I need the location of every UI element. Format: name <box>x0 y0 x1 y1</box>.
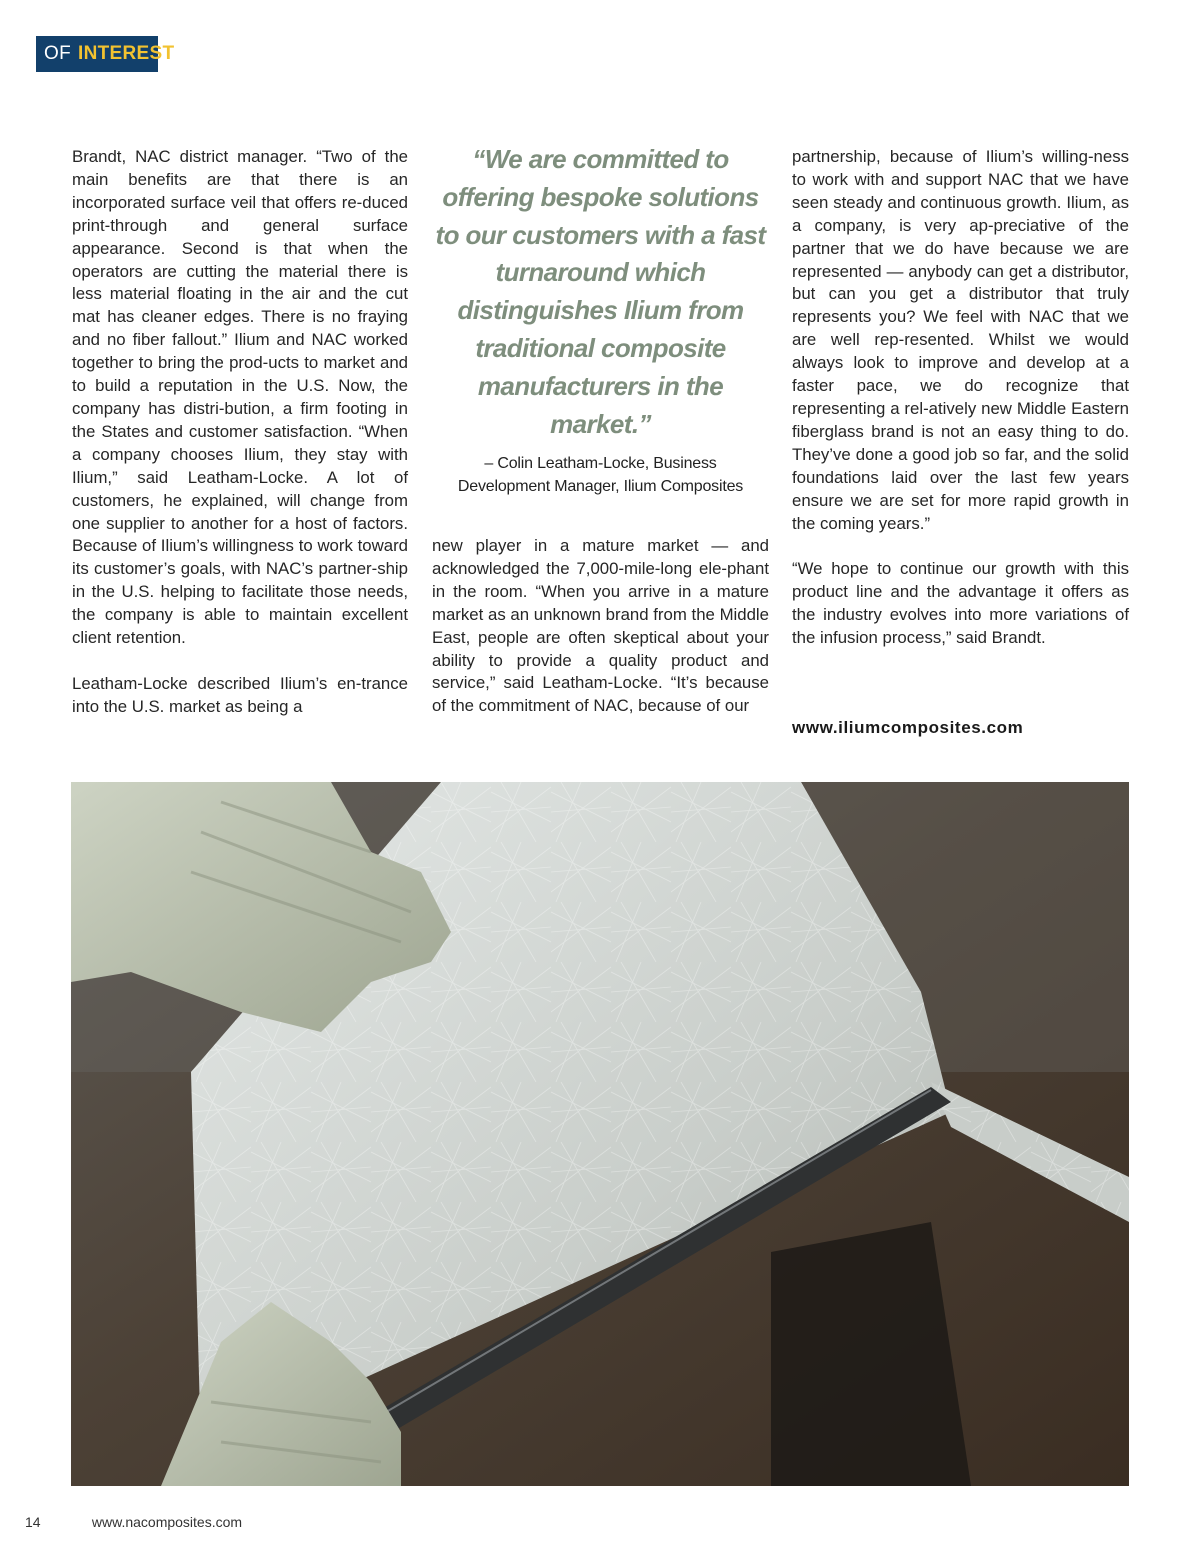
section-tag-prefix: OF <box>44 43 71 64</box>
website-link[interactable]: www.iliumcomposites.com <box>792 718 1024 737</box>
article-column-2 <box>432 535 769 718</box>
page-number: 14 <box>25 1514 41 1530</box>
section-tag <box>36 36 175 72</box>
article-column-1 <box>72 146 408 719</box>
footer-url: www.nacomposites.com <box>91 1514 243 1530</box>
pull-quote-attribution <box>432 452 769 498</box>
article-column-3 <box>792 146 1129 650</box>
pull-quote: “We are committed to offering bespoke solutions to our customers with a fast turnaround which distinguishes Ilium from traditional composite manufacturers in the market.” <box>435 144 766 439</box>
article-paragraph: Leatham-Locke described Ilium’s en-trance into the U.S. market as being a <box>72 673 408 716</box>
section-tag-label: INTEREST <box>78 43 175 64</box>
article-paragraph: new player in a mature market — and acknowledged the 7,000-mile-long ele-phant in the room. “When you arrive in a mature market as an unknown brand from the Middle East, people are often skeptical about your ability to provide a quality product and service,” said Leatham-Locke. “It’s because of the commitment of NAC, because of our <box>432 536 769 716</box>
article-paragraph: partnership, because of Ilium’s willing-ness to work with and support NAC that we have seen steady and continuous growth. Ilium, as a company, is very ap-preciative of the partner that we do have because we are represented — anybody can get a distributor, but can you get a distributor that truly represents you? We feel with NAC that we are well rep-resented. Whilst we would always look to improve and develop at a faster pace, we do recognize that representing a rel-atively new Middle Eastern fiberglass brand is not an easy thing to do. They’ve done a good job so far, and the solid foundations laid over the last few years ensure we are set for more rapid growth in the coming years.” <box>792 147 1129 533</box>
attribution-line: Development Manager, Ilium Composites <box>457 478 744 495</box>
article-paragraph: “We hope to continue our growth with this product line and the advantage it offers as the industry evolves into more variations of the infusion process,” said Brandt. <box>792 559 1129 648</box>
attribution-line: – Colin Leatham-Locke, Business <box>484 455 717 472</box>
article-photo <box>71 782 1129 1486</box>
page-footer <box>25 1514 242 1530</box>
article-paragraph: Brandt, NAC district manager. “Two of the main benefits are that there is an incorporated surface veil that offers re-duced print-through and general surface appearance. Second is that when the operators are cutting the material there is less material floating in the air and the cut mat has cleaner edges. There is no fraying and no fiber fallout.” Ilium and NAC worked together to bring the prod-ucts to market and to build a reputation in the U.S. Now, the company has distri-bution, a firm footing in the States and customer satisfaction. “When a company chooses Ilium, they stay with Ilium,” said Leatham-Locke. A lot of customers, he explained, will change from one supplier to another for a host of factors. Because of Ilium’s willingness to work toward its customer’s goals, with NAC’s partner-ship in the U.S. helping to facilitate those needs, the company is able to maintain excellent client retention. <box>72 147 408 648</box>
